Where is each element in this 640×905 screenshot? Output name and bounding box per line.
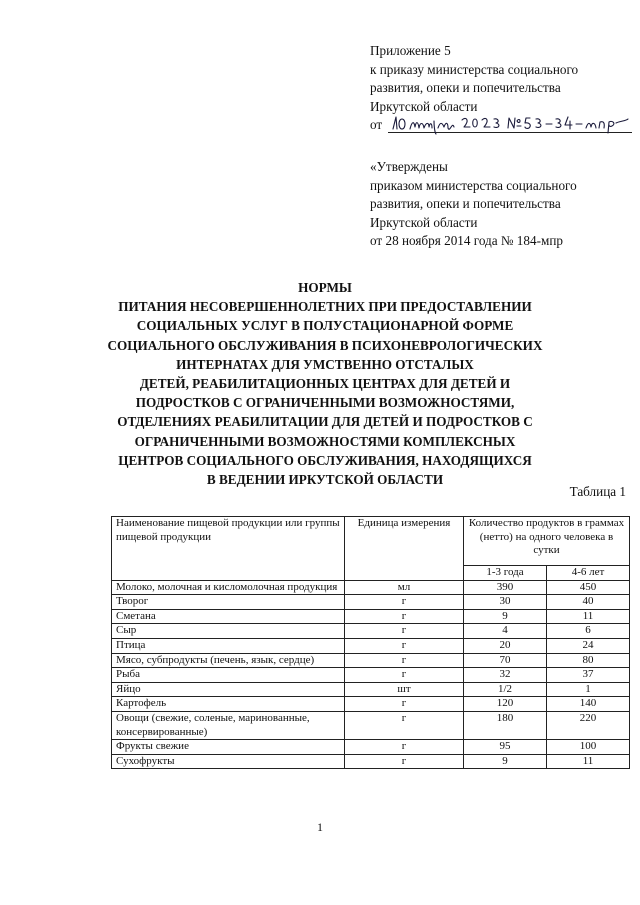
- title-line: ПИТАНИЯ НЕСОВЕРШЕННОЛЕТНИХ ПРИ ПРЕДОСТАВЛЕНИИ: [118, 299, 532, 315]
- product-unit: г: [345, 740, 464, 755]
- approval-line: развития, опеки и попечительства: [370, 196, 561, 212]
- product-name: Мясо, субпродукты (печень, язык, сердце): [112, 653, 345, 668]
- table-row: [112, 609, 630, 624]
- product-unit: г: [345, 754, 464, 769]
- approval-block: [370, 158, 632, 251]
- approval-line: от 28 ноября 2014 года № 184-мпр: [370, 233, 563, 249]
- order-date-line: [370, 116, 632, 135]
- title-line: НОРМЫ: [298, 280, 352, 295]
- amount-1-3: 1/2: [464, 682, 547, 697]
- title-line: ИНТЕРНАТАХ ДЛЯ УМСТВЕННО ОТСТАЛЫХ: [176, 356, 474, 372]
- amount-1-3: 9: [464, 754, 547, 769]
- amount-4-6: 80: [547, 653, 630, 668]
- product-unit: г: [345, 697, 464, 712]
- product-name: Молоко, молочная и кисломолочная продукция: [112, 580, 345, 595]
- amount-4-6: 1: [547, 682, 630, 697]
- approval-line: «Утверждены: [370, 159, 448, 174]
- amount-1-3: 20: [464, 638, 547, 653]
- amount-4-6: 37: [547, 668, 630, 683]
- product-unit: г: [345, 624, 464, 639]
- nutrition-norms-table: [111, 516, 630, 769]
- product-name: Фрукты свежие: [112, 740, 345, 755]
- product-name: Картофель: [112, 697, 345, 712]
- appendix-line: развития, опеки и попечительства: [370, 80, 561, 96]
- title-line: ОТДЕЛЕНИЯХ РЕАБИЛИТАЦИИ ДЛЯ ДЕТЕЙ И ПОДРОСТКОВ С: [117, 414, 533, 430]
- table-row: [112, 653, 630, 668]
- amount-4-6: 40: [547, 595, 630, 610]
- appendix-line: к приказу министерства социального: [370, 61, 579, 77]
- amount-1-3: 4: [464, 624, 547, 639]
- product-name: Сметана: [112, 609, 345, 624]
- header-age-4-6: 4-6 лет: [547, 566, 630, 581]
- table-row: [112, 595, 630, 610]
- amount-1-3: 30: [464, 595, 547, 610]
- appendix-line: Приложение 5: [370, 43, 451, 58]
- title-line: СОЦИАЛЬНЫХ УСЛУГ В ПОЛУСТАЦИОНАРНОЙ ФОРМЕ: [136, 318, 514, 334]
- product-unit: г: [345, 668, 464, 683]
- amount-4-6: 24: [547, 638, 630, 653]
- product-unit: г: [345, 609, 464, 624]
- amount-4-6: 6: [547, 624, 630, 639]
- handwritten-date-signature: [390, 113, 630, 135]
- product-name: Рыба: [112, 668, 345, 683]
- product-name: Сухофрукты: [112, 754, 345, 769]
- order-date-prefix: от: [370, 117, 383, 133]
- header-unit: Единица измерения: [345, 517, 464, 581]
- approval-line: приказом министерства социального: [370, 177, 577, 193]
- header-product: Наименование пищевой продукции или группы пищевой продукции: [112, 517, 345, 581]
- table-row: [112, 624, 630, 639]
- amount-1-3: 120: [464, 697, 547, 712]
- title-line: ПОДРОСТКОВ С ОГРАНИЧЕННЫМИ ВОЗМОЖНОСТЯМИ,: [135, 395, 515, 411]
- appendix-line: Иркутской области: [370, 98, 478, 114]
- product-name: Сыр: [112, 624, 345, 639]
- amount-4-6: 450: [547, 580, 630, 595]
- product-name: Овощи (свежие, соленые, маринованные, консервированные): [112, 711, 345, 739]
- table-row: [112, 668, 630, 683]
- amount-1-3: 180: [464, 711, 547, 739]
- title-line: В ВЕДЕНИИ ИРКУТСКОЙ ОБЛАСТИ: [206, 472, 444, 488]
- product-name: Птица: [112, 638, 345, 653]
- approval-line: Иркутской области: [370, 214, 478, 230]
- title-line: ОГРАНИЧЕННЫМИ ВОЗМОЖНОСТЯМИ КОМПЛЕКСНЫХ: [134, 433, 516, 449]
- product-unit: г: [345, 638, 464, 653]
- product-name: Творог: [112, 595, 345, 610]
- product-unit: г: [345, 653, 464, 668]
- document-title: [60, 278, 590, 489]
- product-name: Яйцо: [112, 682, 345, 697]
- table-row: [112, 682, 630, 697]
- table-row: [112, 754, 630, 769]
- amount-4-6: 100: [547, 740, 630, 755]
- appendix-block: [370, 42, 632, 135]
- table-label: Таблица 1: [569, 484, 626, 499]
- amount-4-6: 11: [547, 754, 630, 769]
- title-line: СОЦИАЛЬНОГО ОБСЛУЖИВАНИЯ В ПСИХОНЕВРОЛОГИЧЕСКИХ: [107, 337, 543, 353]
- product-unit: шт: [345, 682, 464, 697]
- header-quantity: Количество продуктов в граммах (нетто) на одного человека в сутки: [464, 517, 630, 566]
- amount-4-6: 140: [547, 697, 630, 712]
- product-unit: мл: [345, 580, 464, 595]
- amount-1-3: 95: [464, 740, 547, 755]
- table-header-row: [112, 517, 630, 566]
- page-number: 1: [317, 820, 323, 834]
- amount-1-3: 390: [464, 580, 547, 595]
- title-line: ЦЕНТРОВ СОЦИАЛЬНОГО ОБСЛУЖИВАНИЯ, НАХОДЯЩИХСЯ: [118, 452, 532, 468]
- product-unit: г: [345, 711, 464, 739]
- table-row: [112, 580, 630, 595]
- table-row: [112, 697, 630, 712]
- amount-1-3: 9: [464, 609, 547, 624]
- title-line: ДЕТЕЙ, РЕАБИЛИТАЦИОННЫХ ЦЕНТРАХ ДЛЯ ДЕТЕЙ И: [139, 376, 511, 392]
- table-row: [112, 740, 630, 755]
- header-age-1-3: 1-3 года: [464, 566, 547, 581]
- amount-4-6: 220: [547, 711, 630, 739]
- amount-1-3: 32: [464, 668, 547, 683]
- table-row: [112, 711, 630, 739]
- amount-4-6: 11: [547, 609, 630, 624]
- table-row: [112, 638, 630, 653]
- product-unit: г: [345, 595, 464, 610]
- amount-1-3: 70: [464, 653, 547, 668]
